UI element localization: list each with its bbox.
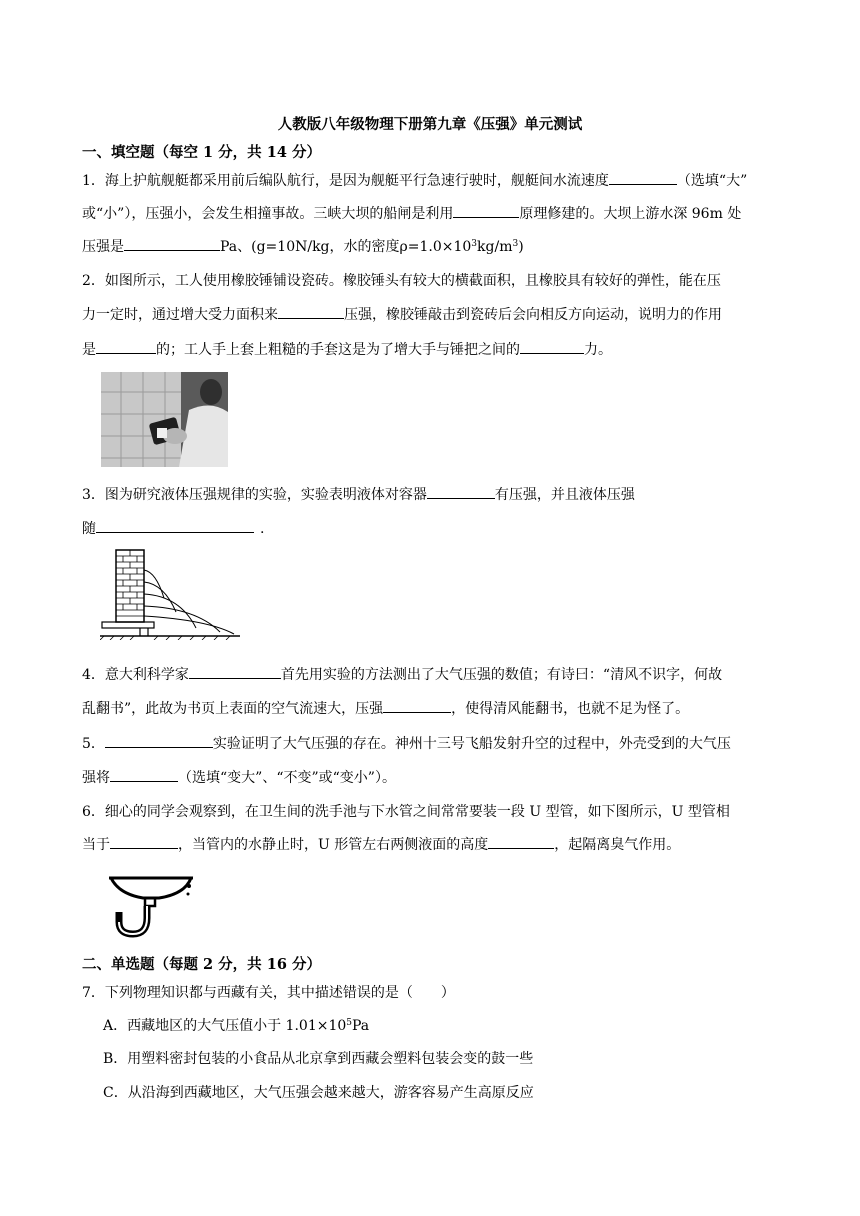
- answer-blank[interactable]: [96, 339, 156, 354]
- answer-blank[interactable]: [488, 834, 554, 849]
- q1-text: ): [518, 239, 524, 255]
- q2-text: 的；工人手上套上粗糙的手套这是为了增大手与锤把之间的: [156, 342, 520, 358]
- q7-option-a[interactable]: [103, 1015, 369, 1035]
- answer-blank[interactable]: [110, 834, 178, 849]
- answer-blank[interactable]: [427, 484, 495, 499]
- q5-line-2: [82, 767, 396, 787]
- q2-text: 力一定时，通过增大受力面积来: [82, 307, 278, 323]
- q1-text: 或“小”），压强小，会发生相撞事故。三峡大坝的船闸是利用: [82, 206, 454, 222]
- q6-text: 当于: [82, 837, 110, 853]
- page-title: 人教版八年级物理下册第九章《压强》单元测试: [277, 116, 583, 133]
- q7-option-a-text: A．西藏地区的大气压值小于 1.01×10: [103, 1018, 347, 1034]
- answer-blank[interactable]: [609, 170, 677, 185]
- q1-line-3: [82, 236, 524, 256]
- answer-blank[interactable]: [189, 664, 281, 679]
- q2-text: 力。: [584, 342, 612, 358]
- q5-text: （选填“变大”、“不变”或“变小”）。: [178, 770, 396, 786]
- q3-text: 有压强，并且液体压强: [494, 487, 635, 503]
- answer-blank[interactable]: [105, 733, 213, 748]
- q4-line-1: [82, 664, 722, 684]
- q6-line-2: [82, 834, 680, 854]
- q2-text: 压强，橡胶锤敲击到瓷砖后会向相反方向运动，说明力的作用: [344, 307, 722, 323]
- q1-text: （选填“大”: [676, 173, 748, 189]
- q6-text: ，起隔离臭气作用。: [554, 837, 681, 853]
- q7-option-a-superscript: 5: [346, 1018, 353, 1028]
- q1-text: Pa、(g=10N/kg，水的密度ρ=1.0×10: [220, 239, 472, 255]
- q7-option-b[interactable]: B．用塑料密封包装的小食品从北京拿到西藏会塑料包装会变的鼓一些: [103, 1051, 534, 1067]
- liquid-pressure-figure: [100, 548, 240, 640]
- q2-line-1: 2．如图所示，工人使用橡胶锤铺设瓷砖。橡胶锤头有较大的横截面积，且橡胶具有较好的弹性，能在压: [82, 273, 721, 289]
- sink-u-trap-figure: [109, 872, 195, 940]
- q2-line-2: [82, 304, 722, 324]
- answer-blank[interactable]: [124, 236, 220, 251]
- q1-line-1: [82, 170, 747, 190]
- q3-line-2: [82, 518, 264, 538]
- q7-option-c[interactable]: C．从沿海到西藏地区，大气压强会越来越大，游客容易产生高原反应: [103, 1085, 534, 1101]
- q1-superscript: 3: [512, 239, 519, 249]
- section-single-heading: 二、单选题（每题 2 分，共 16 分）: [82, 956, 321, 973]
- worker-tiling-photo: [101, 372, 228, 467]
- answer-blank[interactable]: [278, 304, 344, 319]
- q1-text: 1．海上护航舰艇都采用前后编队航行，是因为舰艇平行急速行驶时，舰艇间水流速度: [82, 173, 609, 189]
- q7-stem: 7．下列物理知识都与西藏有关，其中描述错误的是（ ）: [82, 985, 455, 1001]
- q5-text: 实验证明了大气压强的存在。神州十三号飞船发射升空的过程中，外壳受到的大气压: [212, 736, 731, 752]
- q1-text: 原理修建的。大坝上游水深 96m 处: [519, 206, 742, 222]
- q1-text: 压强是: [82, 239, 124, 255]
- q6-line-1: 6．细心的同学会观察到，在卫生间的洗手池与下水管之间常常要装一段 U 型管，如下图所示，U 型管相: [82, 804, 730, 820]
- q7-option-a-unit: Pa: [352, 1018, 370, 1034]
- q3-text: 随: [82, 521, 96, 537]
- q2-text: 是: [82, 342, 96, 358]
- q5-line-1: [82, 733, 731, 753]
- answer-blank[interactable]: [383, 698, 451, 713]
- q3-text: .: [260, 521, 265, 537]
- q3-line-1: [82, 484, 635, 504]
- q5-text: 强将: [82, 770, 110, 786]
- q6-text: ，当管内的水静止时，U 形管左右两侧液面的高度: [178, 837, 489, 853]
- answer-blank[interactable]: [110, 767, 178, 782]
- answer-blank[interactable]: [453, 203, 519, 218]
- q1-line-2: [82, 203, 741, 223]
- q5-text: 5．: [82, 736, 105, 752]
- q4-text: 乱翻书”，此故为书页上表面的空气流速大，压强: [82, 701, 384, 717]
- q1-text: kg/m: [477, 239, 513, 255]
- answer-blank[interactable]: [96, 518, 254, 533]
- q4-line-2: [82, 698, 689, 718]
- answer-blank[interactable]: [520, 339, 584, 354]
- q3-text: 3．图为研究液体压强规律的实验，实验表明液体对容器: [82, 487, 427, 503]
- section-fill-heading: 一、填空题（每空 1 分，共 14 分）: [82, 144, 321, 161]
- q1-superscript: 3: [471, 239, 478, 249]
- q4-text: 4．意大利科学家: [82, 667, 189, 683]
- q4-text: 首先用实验的方法测出了大气压强的数值；有诗曰：“清风不识字，何故: [280, 667, 723, 683]
- q4-text: ，使得清风能翻书，也就不足为怪了。: [451, 701, 690, 717]
- q2-line-3: [82, 339, 612, 359]
